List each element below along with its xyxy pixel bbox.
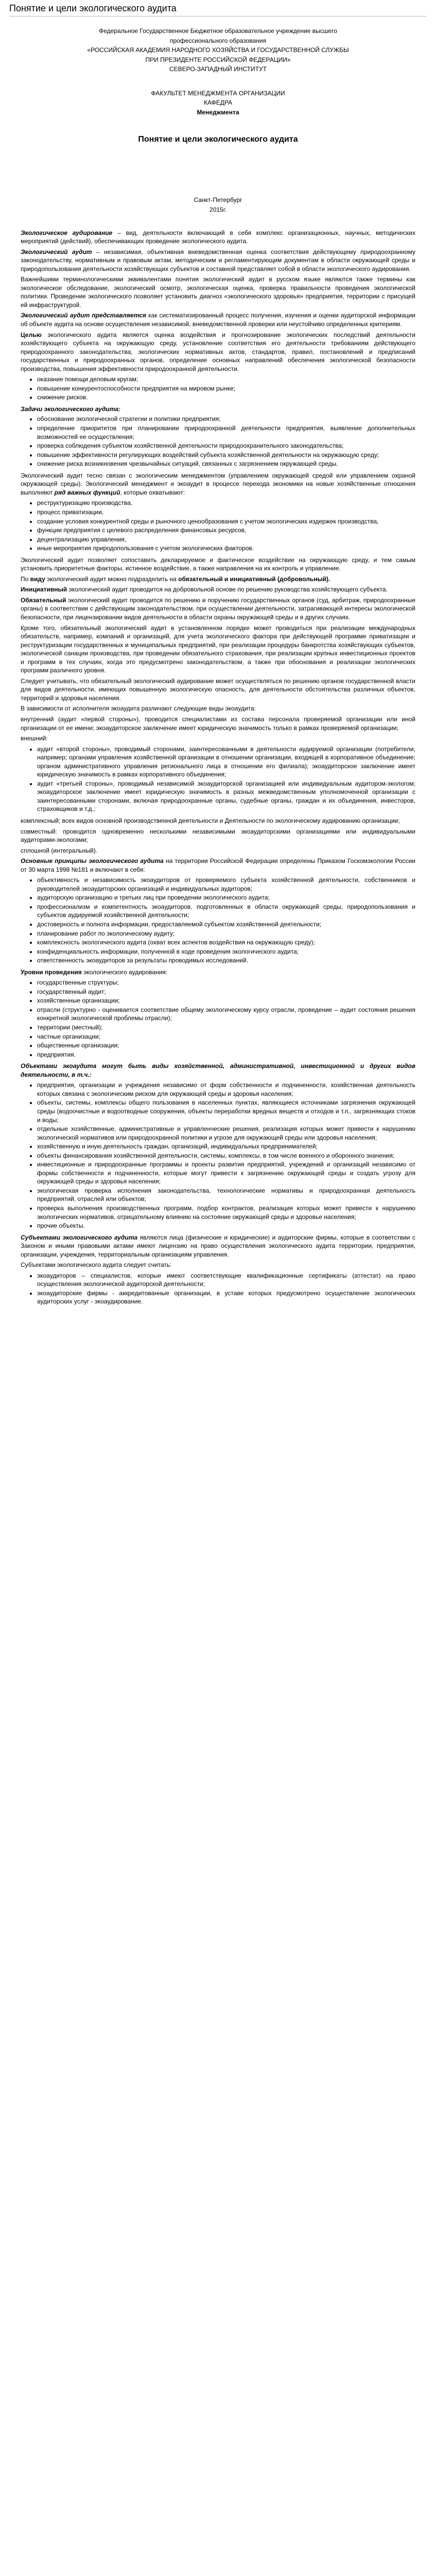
page-title: Понятие и цели экологического аудита xyxy=(9,0,427,16)
term: Экологическое аудирование xyxy=(21,229,113,236)
list-item: • экоаудиторов – специалистов, которые имеют соответствующие квалификационные сертификаты (аттестат) на право осуществления экологической аудиторской деятельности; xyxy=(37,1272,415,1289)
list-subjects xyxy=(21,1272,415,1306)
list-item: • ответственность экоаудиторов за результаты проводимых исследований. xyxy=(37,956,415,965)
paragraph: Следует учитывать, что обязательный экологический аудирование может осуществляться по решению органов государственной власти для видов деятельности, имеющих повышенную экологическую опасность, для деятельности обстоятельства различных объектов, территорий и здоровья населения. xyxy=(21,677,415,702)
list-item: • обоснование экологической стратегии и политики предприятия; xyxy=(37,415,415,423)
faculty: ФАКУЛЬТЕТ МЕНЕДЖМЕНТА ОРГАНИЗАЦИИ xyxy=(151,89,285,97)
list-item: • повышение конкурентоспособности предприятия на мировом рынке; xyxy=(37,384,415,393)
paragraph xyxy=(21,311,415,328)
list-item: • иные мероприятия природопользования с учетом экологических факторов. xyxy=(37,544,415,553)
list-item: • профессионализм и компетентность экоаудиторов, подготовленных в области окружающей среды, природопользования и субъектов аудируемой хозяйственной деятельности; xyxy=(37,903,415,920)
text: Экологический аудит тесно связан с экологическим менеджментом (управлением окружающей средой или управлением охраной окружающей среды). Экологический менеджмент и экоаудит в процессе перехода экономики на новые хозяйственные отношения выполняют xyxy=(21,471,415,496)
term: обязательный и инициативный (добровольный). xyxy=(178,575,330,583)
section-heading: Задачи экологического аудита: xyxy=(21,405,121,413)
paragraph xyxy=(21,585,415,594)
term: виду xyxy=(30,575,45,583)
list-item: • государственные структуры; xyxy=(37,978,415,987)
paragraph xyxy=(21,575,415,584)
list-tasks xyxy=(21,415,415,468)
paragraph xyxy=(21,248,415,274)
list-item: • предприятия. xyxy=(37,1050,415,1059)
header-line-3: «РОССИЙСКАЯ АКАДЕМИЯ НАРОДНОГО ХОЗЯЙСТВА И ГОСУДАРСТВЕННОЙ СЛУЖБЫ xyxy=(87,46,349,54)
paragraph: комплексный; всех видов основной производственной деятельности и Деятельности по экологическому аудированию организации; xyxy=(21,817,400,824)
text: экологического аудирования: xyxy=(81,968,168,976)
list-item: • функции предприятия с целевого распределения финансовых ресурсов, xyxy=(37,526,415,535)
paragraph: Экологический аудит позволяет сопоставить декларируемое и фактическое воздействие на окружающую среду, и тем самым установить приоритетные факторы, истинное воздействие, а также направления на их контроль и управление. xyxy=(21,556,415,572)
paragraph xyxy=(21,1233,415,1259)
list-item: • планирование работ по экологическому аудиту; xyxy=(37,929,415,938)
paragraph xyxy=(21,857,415,874)
list-item: • экологическая проверка исполнения законодательства, технологические нормативы и природоохранная деятельность предприятий, отраслей или объектов; xyxy=(37,1187,415,1204)
list-principles xyxy=(21,876,415,964)
list-item: • создание условия конкурентной среды и рыночного ценообразования с учетом экологических издержек производства, xyxy=(37,517,415,526)
term: Обязательный xyxy=(21,596,66,604)
list-item: • объективность и независимость экоаудиторов от проверяемого субъекта хозяйственной деятельности, собственников и руководителей экоаудиторских организаций и индивидуальных аудиторов; xyxy=(37,876,415,893)
paragraph xyxy=(21,596,415,622)
paragraph: Важнейшими терминологическими эквивалентами понятия экологический аудит в русском языке являются также термины как экологическое обследование, экологический осмотр, экологическая оценка, проверка правильности проведения экологической политики. Проведение экологического позволяет установить диагноз «экологического здоровья» предприятия, территории с присущей ей инфраструктурой. xyxy=(21,276,415,309)
paragraph: Кроме того, обязательный экологический аудит в установленном порядке может проводиться при реализации международных обязательств, например, компаний и организаций, для учета экологического фактора при действующей программе приватизации и реструктуризации государственных и муниципальных предприятий, при реализации процедуры банкротства хозяйствующих субъектов, экологической санации производства, при проведении обязательного страхования, при реализации крупных инвестиционных проектов и программ в тех случаях, когда это предусмотрено законодательством, а также при обоснования и реализации экологических программ различного уровня. xyxy=(21,624,415,674)
paragraph: совместный: проводится одновременно несколькими независимыми экоаудиторскими организациями или индивидуальными аудиторами-экологами; xyxy=(21,827,415,844)
list-item: • повышение эффективности регулирующих воздействий субъекта хозяйственной деятельности на окружающую среду; xyxy=(37,451,415,460)
list-item: • хозяйственную и иную деятельность граждан, организаций, индивидуальных предпринимателей; xyxy=(37,1142,415,1151)
list-item: • государственный аудит; xyxy=(37,988,415,996)
list-item: • комплексность экологического аудита (охват всех аспектов воздействия на окружающую среду); xyxy=(37,938,415,947)
list-item: • частные организации; xyxy=(37,1032,415,1041)
text: экологический аудит проводится на добровольной основе по решению руководства хозяйствующего субъекта. xyxy=(67,586,388,594)
text: экологический аудит можно подразделить на xyxy=(45,575,179,583)
paragraph: В зависимости от исполнителя экоаудита различают следующие виды экоаудита: xyxy=(21,705,256,713)
text: По xyxy=(21,575,30,583)
text: на территории Российской Федерации определены Приказом Госкомэкологии России от 30 марта 1998 №181 и включают в себя: xyxy=(21,857,415,873)
list-item: • предприятия, организации и учреждения независимо от форм собственности и подчиненности, хозяйственная деятельность которых связана с экологическим риском для окружающей среды и здоровья населения; xyxy=(37,1081,415,1098)
document-body xyxy=(9,16,427,1306)
list-item: • процесс приватизации, xyxy=(37,508,415,517)
list-item: • объекты, системы, комплексы общего пользования в населенных пунктах, являющиеся источниками загрязнения окружающей среды (водоочистные и водоотводные сооружения, объекты переработки вредных веществ и отходов и т.п., загрязняющих стоков и воды; xyxy=(37,1098,415,1124)
year: 2015г. xyxy=(210,206,226,213)
term: Целью xyxy=(21,331,42,338)
paragraph xyxy=(21,331,415,374)
list-item: • проверка выполнения производственных программ, подбор контрактов, реализация которых может привести к нарушению экологических нормативов, отрицательному влиянию на состояние окружающей среды и здоровье населения; xyxy=(37,1204,415,1221)
text: – независимая, объективная вневедомственная оценка соответствия действующему природоохранному законодательству, нормативным и правовым актам, методическим и регламентирующим документам в области окружающей среды и природопользования деятельности хозяйствующих субъектов и составной представляет собой в области экологического аудирования. xyxy=(21,248,415,273)
list-item: • конфиденциальность информации, полученной в ходе проведения экологического аудита; xyxy=(37,947,415,956)
header-line-4: ПРИ ПРЕЗИДЕНТЕ РОССИЙСКОЙ ФЕДЕРАЦИИ» xyxy=(145,56,291,63)
text: экологический аудит проводится по решению и поручению государственных органов (суд, арбитраж, природоохранные органы) в соответствии с действующим законодательством, при осуществлении деятельности, затрагивающей интересы экологической безопасности, при лицензировании видов деятельности в области охраны окружающей среды и в других случаях. xyxy=(21,596,415,621)
paragraph xyxy=(21,968,415,977)
list-item: • инвестиционные и природоохранные программы и проекты развития предприятий, учреждений и организаций независимо от формы собственности и подчиненности, которые могут привести к загрязнению окружающей среды и создать угрозу для окружающей среды и здоровья населения; xyxy=(37,1160,415,1186)
list-item: • прочие объекты. xyxy=(37,1222,415,1230)
list-item: • оказание помощи деловым кругам; xyxy=(37,375,415,384)
text: как систематизированный процесс получения, изучения и оценки аудиторской информации об объекте аудита на основе осуществления независимой, вневедомственной проверки или неустойчиво определенных критериям. xyxy=(21,312,415,328)
paragraph: внутренний (аудит «первой стороны»), проводится специалистами из состава персонала проверяемой организации или иной организации от ее имени; экоаудиторское заключение имеет юридическую значимость только в рамках проверяемой организации; xyxy=(21,715,415,732)
paragraph: Объектами экоаудита могут быть виды хозяйственной, административной, инвестиционной и других видов деятельности, в т.ч.: xyxy=(21,1062,415,1078)
list-item: • снижение риска возникновения чрезвычайных ситуаций, связанных с загрязнением окружающей среды. xyxy=(37,460,415,468)
text: являются лица (физические и юридические) и аудиторские фирмы, которые в соответствии с Законом и иными правовыми актами имеют лицензию на право осуществления экологического аудита территории, предприятия, организации, учреждения, территориальным организациям управления. xyxy=(21,1233,415,1258)
list-item: • аудит «третьей стороны», проводимый независимой экоаудиторской организацией или индивидуальным аудитором-экологом; экоаудиторское заключение имеет юридическую значимость в разных межведомственным уполномоченной организации с заинтересованными сторонами, включая природоохранные органы, судебные органы, граждан и их объединения, инвесторов, страховщиков и т.д.; xyxy=(37,779,415,814)
list-item: • реструктуризацию производства, xyxy=(37,499,415,507)
list-objects xyxy=(21,1081,415,1230)
paragraph xyxy=(21,229,415,246)
list-item: • снижение рисков. xyxy=(37,393,415,402)
department-name: Менеджмента xyxy=(197,108,239,116)
list-item: • хозяйственные организации; xyxy=(37,996,415,1005)
list-item: • аудиторскую организацию и третьих лиц при проведении экологического аудита; xyxy=(37,893,415,902)
header-line-2: профессионального образования xyxy=(169,37,267,44)
term: Экологический аудит представляется xyxy=(21,312,146,319)
list-item: • территории (местный); xyxy=(37,1023,415,1032)
term: Инициативный xyxy=(21,586,67,594)
list-item: • определение приоритетов при планировании природоохранной деятельности предприятия, выявление дополнительных возможностей ее осуществления; xyxy=(37,424,415,441)
list-item: • общественные организации; xyxy=(37,1041,415,1050)
document-title: Понятие и цели экологического аудита xyxy=(138,135,298,144)
department: КАФЕДРА xyxy=(203,99,233,107)
list-item: • проверка соблюдения субъектом хозяйственной деятельности природоохранительного законодательства; xyxy=(37,442,415,450)
list-item: • объекты финансирования хозяйственной деятельности, системы, комплексы, в том числе военного и оборонного значения; xyxy=(37,1151,415,1160)
city: Санкт-Петербург xyxy=(194,196,242,204)
list-external xyxy=(21,745,415,814)
list-levels xyxy=(21,978,415,1059)
term: Экологический аудит xyxy=(21,248,92,256)
list-goals xyxy=(21,375,415,402)
header-line-5: СЕВЕРО-ЗАПАДНЫЙ ИНСТИТУТ xyxy=(169,65,267,73)
term: Уровни проведения xyxy=(21,968,82,976)
list-functions xyxy=(21,499,415,552)
header-line-1: Федеральное Государственное Бюджетное образовательное учреждение высшего xyxy=(99,27,337,35)
text: экологического аудита является оценка воздействия и прогнозирование экологических последствий деятельности хозяйствующего субъекта на окружающую среду, установление соответствия его деятельности требованиям действующего природоохранного законодательства, экологических нормативных актов, стандартов, правил, постановлений и предписаний государственных и природоохранных органов, определение основных направлений обеспечения экологической безопасности производства, повышения эффективности природоохранной деятельности. xyxy=(21,331,415,372)
list-item: • отрасли (структурно - оценивается соответствие общему экологическому курсу отрасли, проведение – аудит состояния решения конкретной экологической проблемы отрасли); xyxy=(37,1006,415,1023)
term: Основные принципы экологического аудита xyxy=(21,857,164,865)
term: Субъектами экологического аудита xyxy=(21,1233,138,1241)
text: , которые охватывают: xyxy=(120,488,185,496)
text: – вид, деятельности включающий в себя комплекс организационных, научных, методических мероприятий (действий), обеспечивающих проведение экологического аудита. xyxy=(21,229,415,245)
list-item: • отдельные хозяйственные, административные и управленческие решения, реализация которых может привести к нарушению экологической нормативов или природоохранной политики и угрозе для окружающей среды или здоровья населения; xyxy=(37,1125,415,1142)
term: ряд важных функций xyxy=(54,488,120,496)
paragraph xyxy=(21,471,415,497)
list-item: • аудит «второй стороны», проводимый сторонами, заинтересованными в деятельности аудируемой организации (потребители, например; органами управления хозяйственной организации в отношении организации, входящей в корпоративное объединение; органом административного управления регионального лица в отношении его филиала); экоаудиторское заключение имеет юридическую значимость в рамках корпоративного объединения; xyxy=(37,745,415,779)
list-item: • экоаудиторские фирмы - аккредитованные организации, в уставе которых предусмотрено осуществление экологических аудиторских услуг - экоаудирование. xyxy=(37,1289,415,1306)
paragraph: внешний: xyxy=(21,735,48,742)
list-item: • децентрализацию управления, xyxy=(37,535,415,544)
list-item: • достоверность и полнота информации, предоставляемой субъектом хозяйственной деятельности; xyxy=(37,920,415,929)
paragraph: Субъектами экологического аудита следует считать: xyxy=(21,1261,172,1269)
paragraph: сплошной (интегральный). xyxy=(21,846,97,854)
